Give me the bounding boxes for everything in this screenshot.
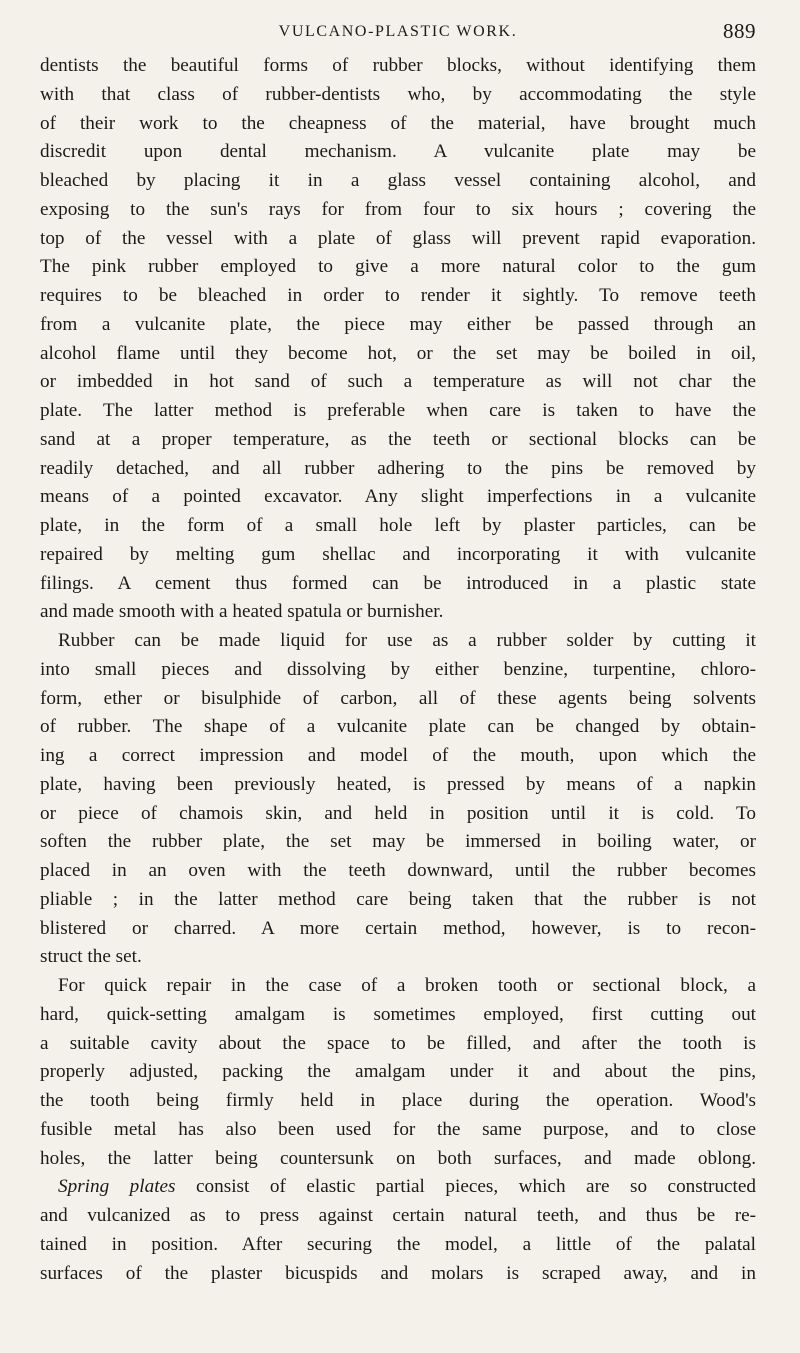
text-line-continuation: consist of elastic partial pieces, which are so constructed bbox=[175, 1176, 756, 1198]
text-line: filings. A cement thus formed can be introduced in a plastic state bbox=[40, 572, 756, 594]
text-line: form, ether or bisulphide of carbon, all of these agents being solvents bbox=[40, 687, 756, 709]
body-text bbox=[40, 52, 756, 1288]
text-line: exposing to the sun's rays for from four to six hours ; covering the bbox=[40, 198, 756, 220]
page-number: 889 bbox=[723, 19, 756, 43]
text-line: into small pieces and dissolving by either benzine, turpentine, chloro- bbox=[40, 658, 756, 680]
text-line: discredit upon dental mechanism. A vulcanite plate may be bbox=[40, 141, 756, 163]
text-line: ing a correct impression and model of the mouth, upon which the bbox=[40, 745, 756, 766]
text-line: a suitable cavity about the space to be filled, and after the tooth is bbox=[40, 1032, 756, 1054]
text-line: dentists the beautiful forms of rubber blocks, without identifying them bbox=[40, 55, 756, 76]
text-line: plate. The latter method is preferable when care is taken to have the bbox=[40, 400, 756, 421]
text-line: plate, having been previously heated, is pressed by means of a napkin bbox=[40, 773, 756, 795]
text-line: from a vulcanite plate, the piece may either be passed through an bbox=[40, 313, 756, 335]
text-line: or piece of chamois skin, and held in position until it is cold. To bbox=[40, 802, 756, 824]
text-line-paragraph-start bbox=[40, 1173, 756, 1202]
text-line: pliable ; in the latter method care being taken that the rubber is not bbox=[40, 888, 756, 910]
text-line: blistered or charred. A more certain method, however, is to recon- bbox=[40, 917, 756, 939]
text-line: hard, quick-setting amalgam is sometimes employed, first cutting out bbox=[40, 1003, 756, 1025]
text-line: sand at a proper temperature, as the teeth or sectional blocks can be bbox=[40, 428, 756, 450]
running-head-title: VULCANO-PLASTIC WORK. bbox=[278, 23, 518, 40]
text-line: placed in an oven with the teeth downward, until the rubber becomes bbox=[40, 860, 756, 881]
text-line: repaired by melting gum shellac and incorporating it with vulcanite bbox=[40, 543, 756, 565]
text-line: bleached by placing it in a glass vessel containing alcohol, and bbox=[40, 170, 756, 191]
text-line: tained in position. After securing the model, a little of the palatal bbox=[40, 1233, 756, 1255]
text-line: alcohol flame until they become hot, or the set may be boiled in oil, bbox=[40, 342, 756, 364]
text-line: requires to be bleached in order to render it sightly. To remove teeth bbox=[40, 285, 756, 306]
running-head bbox=[40, 20, 756, 44]
text-line-paragraph-start: For quick repair in the case of a broken tooth or sectional block, a bbox=[58, 975, 756, 996]
text-line: of rubber. The shape of a vulcanite plate can be changed by obtain- bbox=[40, 716, 756, 738]
text-line: the tooth being firmly held in place during the operation. Wood's bbox=[40, 1090, 756, 1111]
text-line: soften the rubber plate, the set may be immersed in boiling water, or bbox=[40, 831, 756, 853]
text-line: readily detached, and all rubber adhering to the pins be removed by bbox=[40, 457, 756, 479]
italic-term-spring-plates: Spring plates bbox=[58, 1176, 176, 1198]
text-line: means of a pointed excavator. Any slight imperfections in a vulcanite bbox=[40, 486, 756, 508]
text-line: with that class of rubber-dentists who, by accommodating the style bbox=[40, 83, 756, 105]
text-line: top of the vessel with a plate of glass will prevent rapid evaporation. bbox=[40, 227, 756, 249]
text-line: holes, the latter being countersunk on both surfaces, and made oblong. bbox=[40, 1147, 756, 1169]
text-line: plate, in the form of a small hole left by plaster particles, can be bbox=[40, 515, 756, 536]
text-line: The pink rubber employed to give a more natural color to the gum bbox=[40, 256, 756, 278]
text-line-paragraph-start: Rubber can be made liquid for use as a rubber solder by cutting it bbox=[58, 630, 756, 651]
text-line: fusible metal has also been used for the same purpose, and to close bbox=[40, 1118, 756, 1140]
text-line-paragraph-end: and made smooth with a heated spatula or burnisher. bbox=[40, 601, 444, 623]
text-line: and vulcanized as to press against certain natural teeth, and thus be re- bbox=[40, 1205, 756, 1226]
text-line: of their work to the cheapness of the material, have brought much bbox=[40, 112, 756, 134]
text-line: surfaces of the plaster bicuspids and molars is scraped away, and in bbox=[40, 1262, 756, 1284]
text-line: or imbedded in hot sand of such a temperature as will not char the bbox=[40, 371, 756, 393]
text-line-paragraph-end: struct the set. bbox=[40, 946, 142, 968]
text-line: properly adjusted, packing the amalgam under it and about the pins, bbox=[40, 1061, 756, 1083]
